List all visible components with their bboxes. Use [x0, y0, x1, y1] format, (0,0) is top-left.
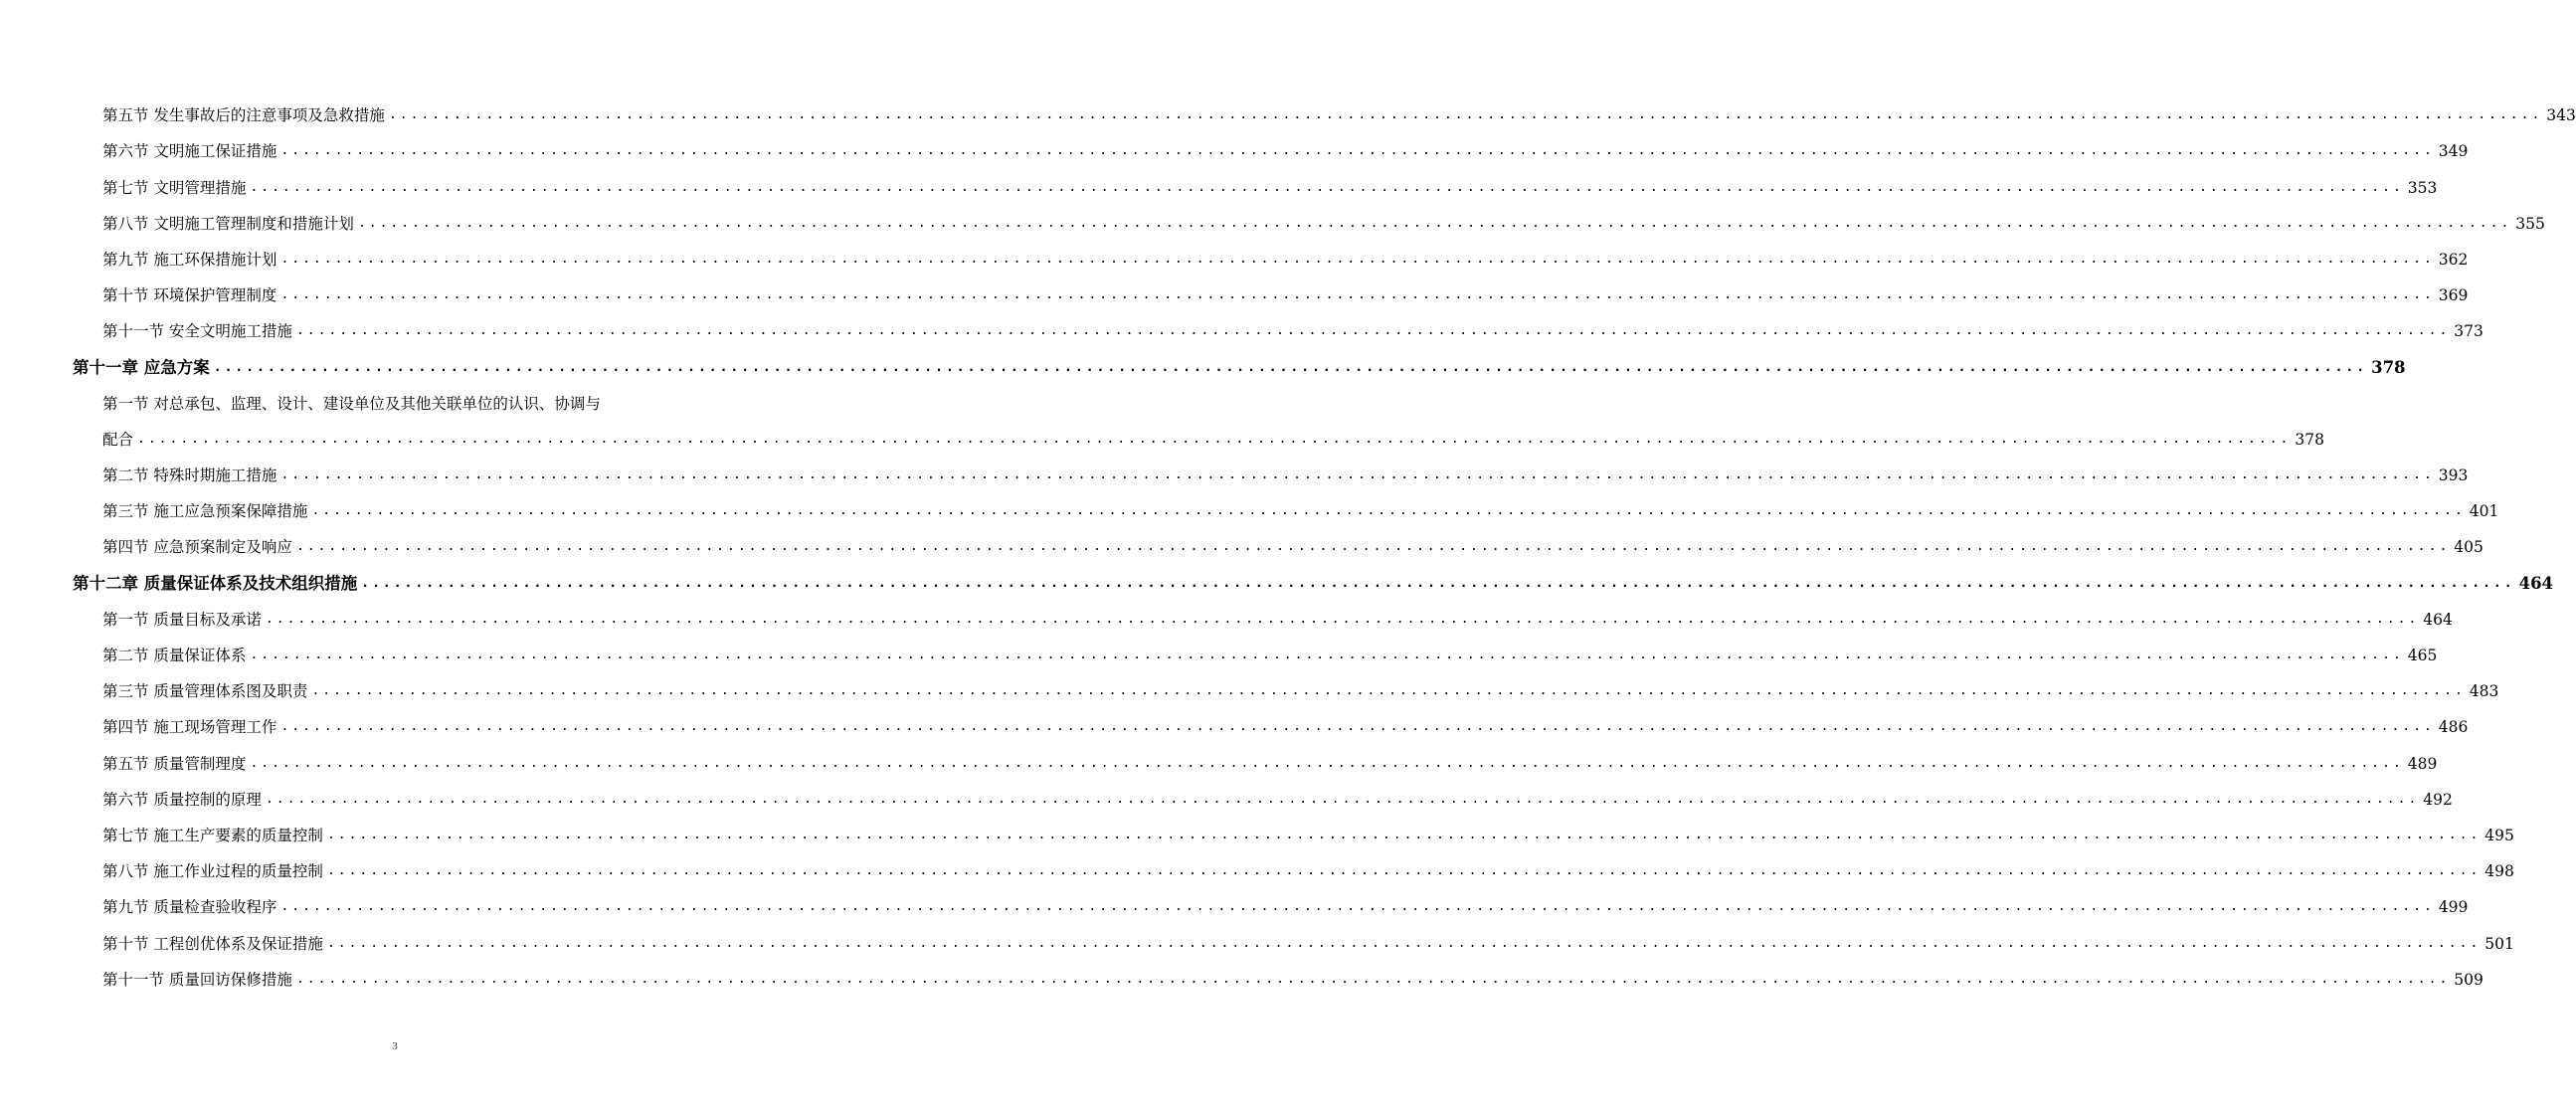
toc-dot-leader: ........................................................................................................................................................................................................ [265, 611, 2420, 627]
toc-entry-page-number: 499 [2438, 898, 2469, 917]
toc-section-entry[interactable] [0, 917, 2514, 953]
toc-dot-leader: ........................................................................................................................................................................................................ [311, 683, 2466, 699]
toc-section-entry[interactable] [0, 665, 2499, 701]
toc-entry-label: 第二节 质量保证体系 [102, 647, 247, 664]
toc-section-entry[interactable] [0, 630, 2438, 665]
toc-entry-label: 第四节 施工现场管理工作 [102, 718, 277, 737]
toc-dot-leader: ........................................................................................................................................................................................................ [361, 575, 2515, 591]
toc-entry-page-number: 378 [2295, 430, 2324, 449]
toc-entry-label: 第十节 环境保护管理制度 [102, 286, 277, 305]
toc-dot-leader: ........................................................................................................................................................................................................ [311, 503, 2466, 519]
toc-section-entry[interactable] [0, 90, 2576, 125]
toc-section-entry[interactable] [0, 774, 2453, 810]
toc-entry-page-number: 343 [2546, 106, 2576, 125]
toc-section-entry[interactable] [0, 378, 790, 414]
toc-entry-label: 第九节 质量检查验收程序 [102, 898, 277, 917]
toc-chapter-entry[interactable] [0, 557, 2554, 593]
toc-entry-label: 第六节 文明施工保证措施 [102, 142, 277, 161]
toc-entry-label: 第五节 质量管制理度 [102, 754, 247, 773]
toc-entry-page-number: 349 [2438, 142, 2469, 161]
toc-entry-label: 第三节 施工应急预案保障措施 [102, 502, 308, 521]
toc-section-entry[interactable] [0, 810, 2514, 845]
toc-entry-label: 第九节 施工环保措施计划 [102, 250, 277, 269]
toc-section-entry[interactable] [0, 125, 2469, 161]
toc-dot-leader: ........................................................................................................................................................................................................ [326, 863, 2482, 879]
toc-entry-label: 第七节 文明管理措施 [102, 178, 247, 197]
toc-entry-page-number: 509 [2454, 970, 2484, 989]
toc-section-entry[interactable] [0, 881, 2469, 917]
toc-entry-label: 第八节 施工作业过程的质量控制 [102, 862, 323, 881]
page-number: 3 [392, 1040, 398, 1052]
toc-entry-label: 第六节 质量控制的原理 [102, 790, 262, 809]
toc-dot-leader: ........................................................................................................................................................................................................ [280, 467, 2435, 483]
toc-dot-leader: ........................................................................................................................................................................................................ [280, 719, 2435, 735]
toc-dot-leader: ........................................................................................................................................................................................................ [357, 215, 2512, 231]
toc-dot-leader: ........................................................................................................................................................................................................ [388, 107, 2543, 123]
toc-entry-page-number: 353 [2407, 178, 2438, 197]
toc-dot-leader: ........................................................................................................................................................................................................ [265, 791, 2420, 807]
toc-section-entry[interactable] [0, 521, 2484, 557]
toc-section-entry[interactable] [0, 845, 2514, 881]
toc-dot-leader: ........................................................................................................................................................................................................ [280, 251, 2435, 267]
toc-entry-label: 第十一节 质量回访保修措施 [102, 970, 292, 989]
toc-section-entry[interactable] [0, 305, 2484, 341]
toc-entry-page-number: 369 [2438, 286, 2469, 305]
toc-entry-label: 第五节 发生事故后的注意事项及急救措施 [102, 106, 385, 125]
toc-dot-leader: ........................................................................................................................................................................................................ [326, 935, 2482, 951]
toc-entry-page-number: 495 [2484, 826, 2514, 844]
toc-section-entry[interactable] [0, 701, 2469, 737]
table-of-contents [0, 90, 2576, 990]
toc-entry-label: 第一节 质量目标及承诺 [102, 610, 262, 629]
toc-entry-page-number: 362 [2438, 250, 2469, 269]
toc-section-entry[interactable] [0, 594, 2453, 630]
toc-dot-leader: ........................................................................................................................................................................................................ [280, 899, 2435, 915]
toc-section-entry[interactable] [0, 954, 2484, 990]
toc-dot-leader: ........................................................................................................................................................................................................ [137, 431, 2292, 447]
toc-entry-label: 第十二章 质量保证体系及技术组织措施 [73, 573, 358, 593]
toc-dot-leader: ........................................................................................................................................................................................................ [295, 539, 2451, 555]
toc-entry-label: 第四节 应急预案制定及响应 [102, 538, 292, 557]
toc-dot-leader: ........................................................................................................................................................................................................ [295, 323, 2451, 339]
toc-entry-page-number: 483 [2469, 682, 2499, 701]
toc-section-entry[interactable] [0, 198, 2545, 234]
toc-dot-leader: ........................................................................................................................................................................................................ [295, 971, 2451, 987]
toc-entry-label: 第十一章 应急方案 [73, 357, 210, 377]
toc-section-entry[interactable] [0, 737, 2438, 773]
toc-dot-leader: ........................................................................................................................................................................................................ [213, 359, 2368, 375]
toc-entry-label: 配合 [102, 430, 134, 449]
toc-entry-page-number: 401 [2469, 502, 2499, 521]
toc-section-entry[interactable] [0, 161, 2438, 197]
toc-entry-page-number: 486 [2438, 718, 2469, 737]
toc-section-entry[interactable] [0, 414, 2324, 450]
toc-entry-page-number: 464 [2423, 610, 2453, 629]
toc-entry-label: 第十一节 安全文明施工措施 [102, 322, 292, 341]
toc-entry-page-number: 373 [2454, 322, 2484, 341]
toc-dot-leader: ........................................................................................................................................................................................................ [250, 179, 2404, 195]
toc-dot-leader: ........................................................................................................................................................................................................ [280, 143, 2435, 159]
toc-entry-label: 第八节 文明施工管理制度和措施计划 [102, 214, 354, 233]
toc-entry-page-number: 465 [2407, 647, 2438, 664]
toc-entry-label: 第一节 对总承包、监理、设计、建设单位及其他关联单位的认识、协调与 [102, 394, 601, 413]
toc-entry-page-number: 492 [2423, 790, 2453, 809]
toc-section-entry[interactable] [0, 450, 2469, 485]
toc-entry-page-number: 405 [2454, 538, 2484, 557]
toc-entry-page-number: 464 [2518, 573, 2554, 593]
toc-dot-leader: ........................................................................................................................................................................................................ [250, 648, 2404, 662]
toc-section-entry[interactable] [0, 234, 2469, 270]
toc-section-entry[interactable] [0, 270, 2469, 305]
toc-entry-page-number: 489 [2407, 754, 2438, 773]
toc-dot-leader: ........................................................................................................................................................................................................ [326, 827, 2482, 842]
toc-dot-leader: ........................................................................................................................................................................................................ [250, 755, 2404, 771]
toc-entry-page-number: 355 [2515, 214, 2545, 233]
toc-entry-page-number: 498 [2484, 862, 2514, 881]
toc-entry-page-number: 378 [2371, 357, 2406, 377]
toc-entry-label: 第十节 工程创优体系及保证措施 [102, 934, 323, 953]
toc-chapter-entry[interactable] [0, 341, 2406, 377]
toc-dot-leader: ........................................................................................................................................................................................................ [280, 287, 2435, 303]
toc-entry-page-number: 501 [2484, 934, 2514, 953]
toc-entry-label: 第三节 质量管理体系图及职责 [102, 682, 308, 701]
toc-section-entry[interactable] [0, 485, 2499, 521]
toc-entry-page-number: 393 [2438, 466, 2469, 485]
toc-entry-label: 第七节 施工生产要素的质量控制 [102, 826, 323, 844]
toc-entry-label: 第二节 特殊时期施工措施 [102, 466, 277, 485]
